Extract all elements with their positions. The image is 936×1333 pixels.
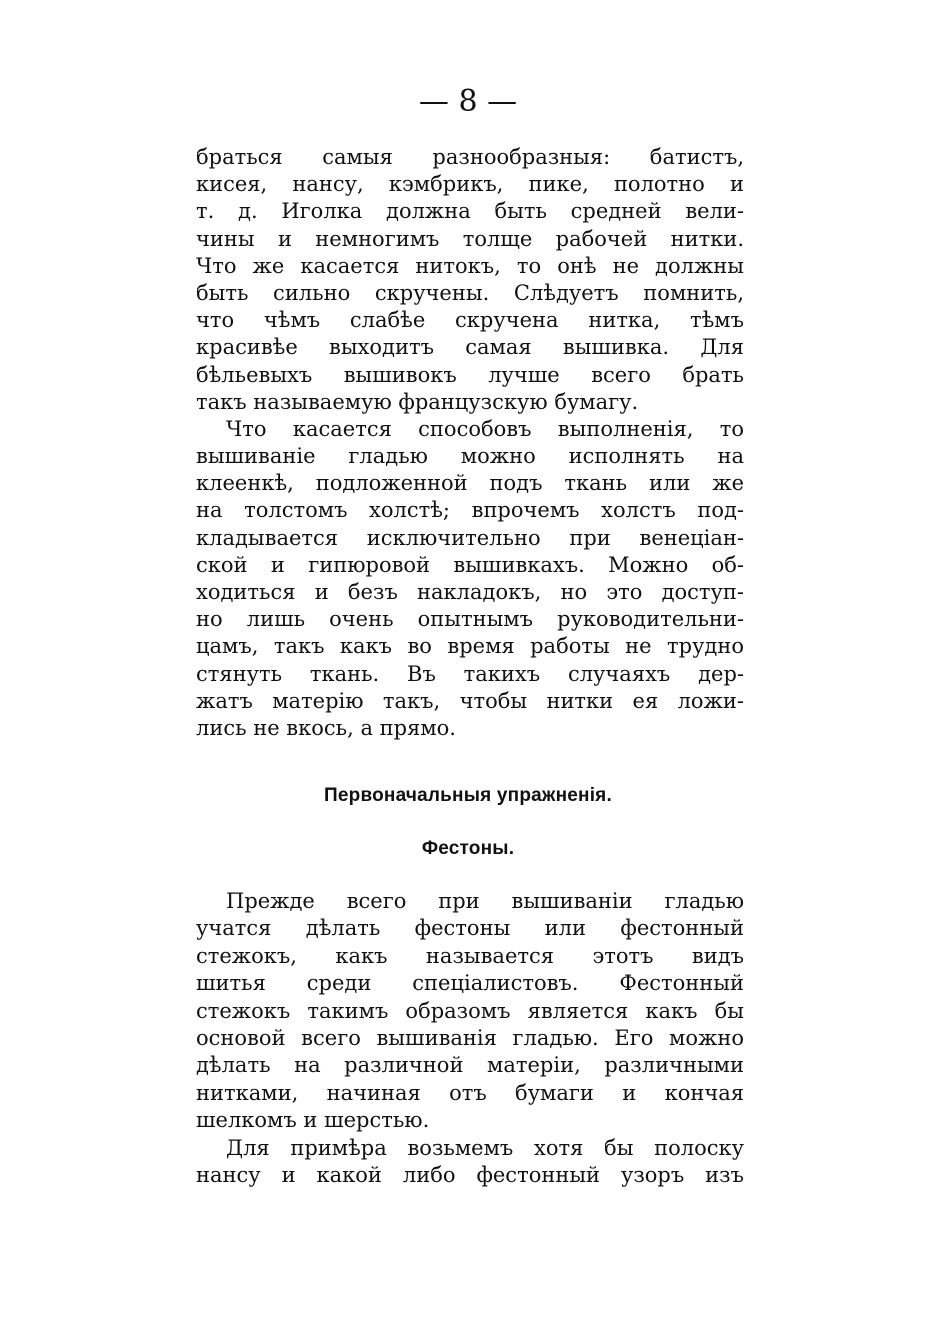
text-line: что чѣмъ слабѣе скручена нитка, тѣмъ bbox=[196, 308, 744, 333]
body-text-block-1 bbox=[196, 144, 744, 742]
text-line: такъ называемую французскую бумагу. bbox=[196, 389, 639, 414]
text-line: кладывается исключительно при венеціан- bbox=[196, 525, 744, 550]
text-line: красивѣе выходитъ самая вышивка. Для bbox=[196, 335, 744, 360]
text-line: стянуть ткань. Въ такихъ случаяхъ дер- bbox=[196, 661, 744, 686]
section-heading-exercises: Первоначальныя упражненія. bbox=[324, 785, 612, 806]
text-line: вышиваніе гладью можно исполнять на bbox=[196, 444, 744, 469]
text-line: дѣлать на различной матеріи, различными bbox=[196, 1053, 744, 1078]
text-line: цамъ, такъ какъ во время работы не трудно bbox=[196, 634, 744, 659]
text-line: нитками, начиная отъ бумаги и кончая bbox=[196, 1080, 744, 1105]
text-line: чины и немногимъ толще рабочей нитки. bbox=[196, 226, 744, 251]
text-line: быть сильно скручены. Слѣдуетъ помнить, bbox=[196, 280, 744, 305]
body-text-block-2 bbox=[196, 888, 744, 1189]
text-line: ской и гипюровой вышивкахъ. Можно об- bbox=[196, 552, 744, 577]
text-line: шитья среди спеціалистовъ. Фестонный bbox=[196, 971, 744, 996]
text-line: кисея, нансу, кэмбрикъ, пике, полотно и bbox=[196, 172, 744, 197]
text-line: нансу и какой либо фестонный узоръ изъ bbox=[196, 1162, 744, 1187]
text-line: шелкомъ и шерстью. bbox=[196, 1108, 430, 1133]
text-line: Что касается способовъ выполненія, то bbox=[226, 416, 744, 441]
page-number: — 8 — bbox=[418, 84, 518, 119]
text-line: клеенкѣ, подложенной подъ ткань или же bbox=[196, 471, 744, 496]
text-line: браться самыя разнообразныя: батистъ, bbox=[196, 145, 744, 169]
text-line: жатъ матерію такъ, чтобы нитки ея ложи- bbox=[196, 688, 744, 713]
text-line: основой всего вышиванія гладью. Его можно bbox=[196, 1025, 744, 1050]
text-line: лись не вкось, а прямо. bbox=[196, 715, 456, 740]
text-line: т. д. Иголка должна быть средней вели- bbox=[196, 199, 744, 224]
text-line: но лишь очень опытнымъ руководительни- bbox=[196, 607, 744, 632]
text-line: ходиться и безъ накладокъ, но это доступ- bbox=[196, 580, 744, 604]
text-line: стежокъ такимъ образомъ является какъ бы bbox=[196, 998, 744, 1023]
text-line: учатся дѣлать фестоны или фестонный bbox=[196, 916, 744, 941]
text-line: Прежде всего при вышиваніи гладью bbox=[226, 889, 744, 913]
text-line: Для примѣра возьмемъ хотя бы полоску bbox=[226, 1135, 744, 1160]
section-heading-festoons: Фестоны. bbox=[421, 838, 515, 859]
text-line: на толстомъ холстѣ; впрочемъ холстъ под- bbox=[196, 498, 744, 523]
text-line: Что же касается нитокъ, то онѣ не должны bbox=[196, 253, 744, 278]
text-line: бѣльевыхъ вышивокъ лучше всего брать bbox=[196, 362, 744, 387]
text-line: стежокъ, какъ называется этотъ видъ bbox=[196, 943, 744, 968]
